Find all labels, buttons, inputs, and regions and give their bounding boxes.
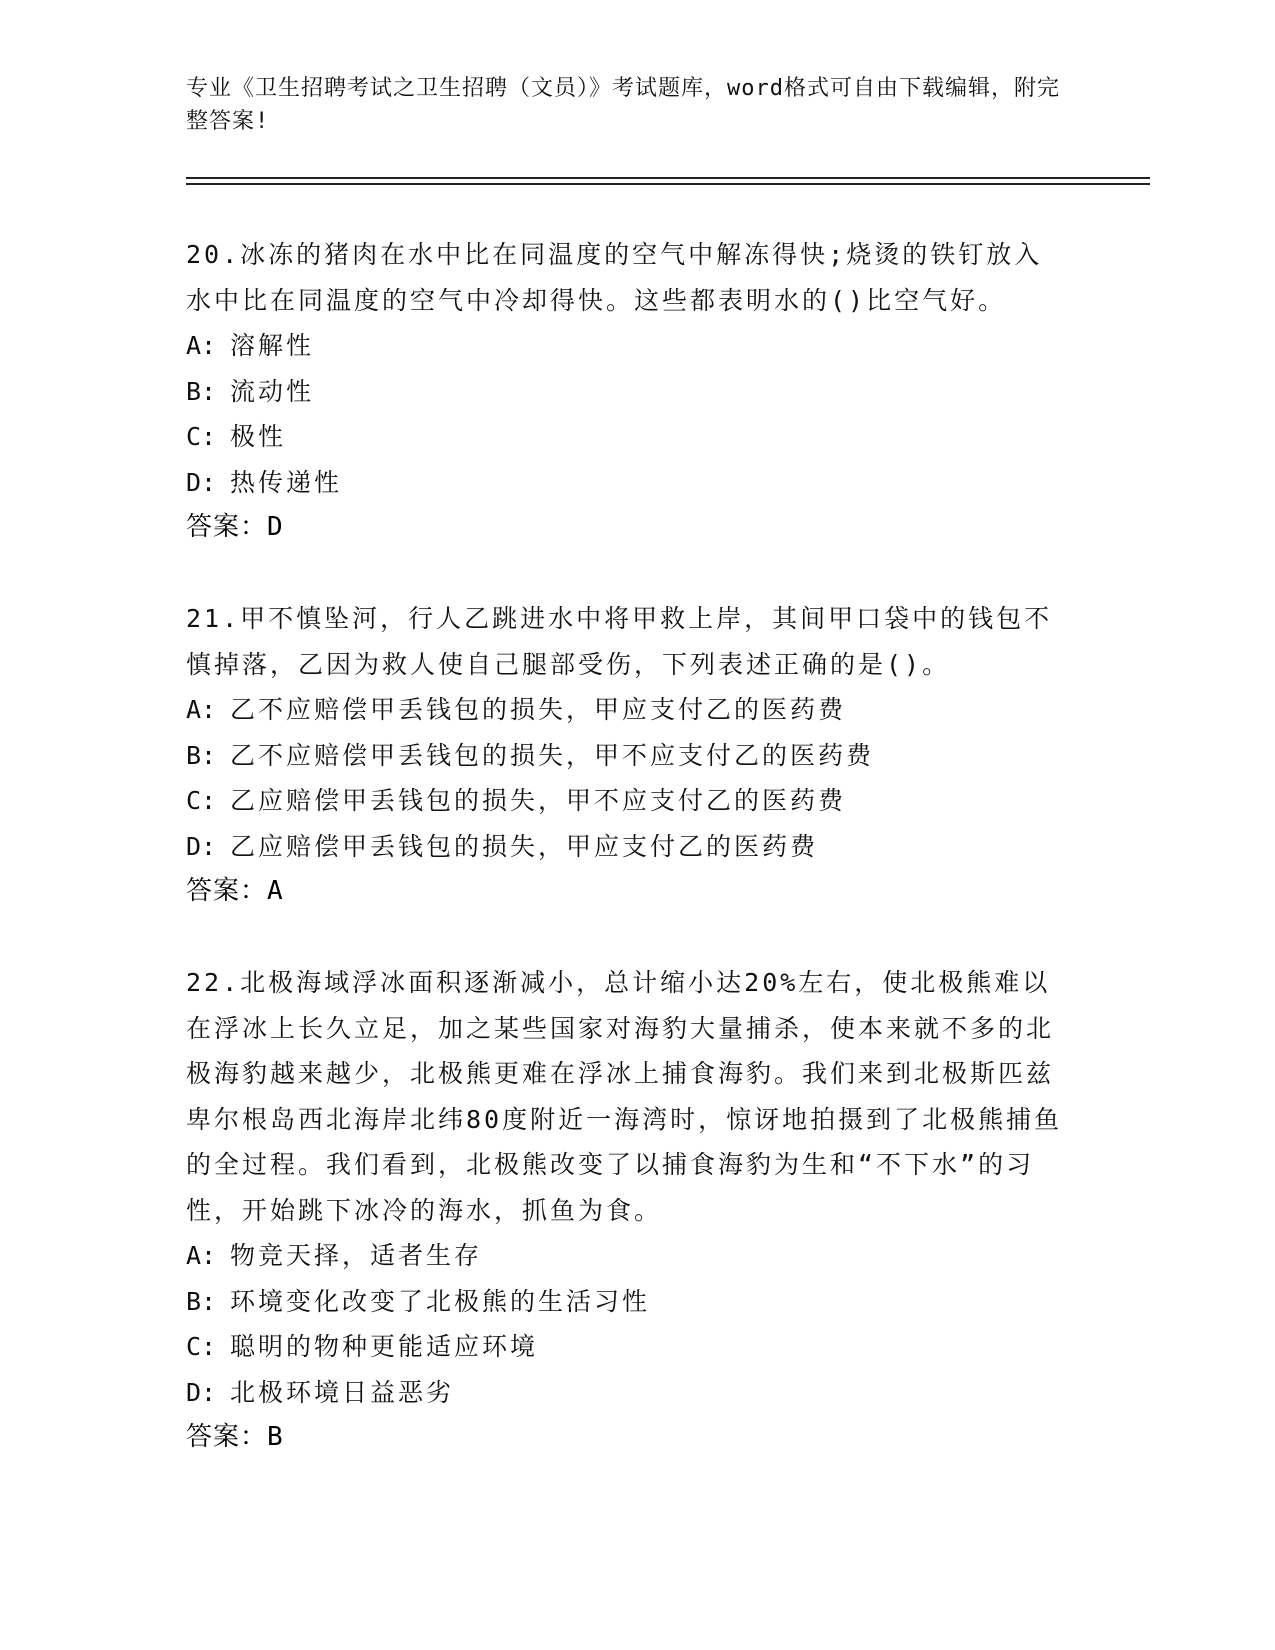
option-key: B: [186,740,217,770]
option-text: 流动性 [230,376,315,406]
option-d [186,460,1066,506]
option-text: 北极环境日益恶劣 [230,1377,455,1407]
answer-label: 答案： [186,1422,268,1452]
option-c [186,1324,1066,1370]
option-list [186,323,1066,505]
option-text: 乙不应赔偿甲丢钱包的损失，甲不应支付乙的医药费 [230,740,875,770]
answer-line [186,505,1066,551]
question-stem: 20.冰冻的猪肉在水中比在同温度的空气中解冻得快;烧烫的铁钉放入水中比在同温度的空气中冷却得快。这些都表明水的()比空气好。 [186,240,1043,315]
option-c [186,778,1066,824]
question-stem: 21.甲不慎坠河，行人乙跳进水中将甲救上岸，其间甲口袋中的钱包不慎掉落，乙因为救人使自己腿部受伤，下列表述正确的是()。 [186,604,1053,679]
option-a [186,687,1066,733]
answer-value: B [267,1422,284,1452]
answer-value: D [267,512,284,542]
option-c [186,414,1066,460]
answer-label: 答案： [186,512,268,542]
option-text: 乙应赔偿甲丢钱包的损失，甲应支付乙的医药费 [230,831,819,861]
header-divider-top [186,177,1150,179]
document-header: 专业《卫生招聘考试之卫生招聘（文员）》考试题库，word格式可自由下载编辑，附完整答案! [186,76,1060,134]
option-text: 乙不应赔偿甲丢钱包的损失，甲应支付乙的医药费 [230,695,847,724]
option-a [186,323,1066,369]
question-20 [186,232,1066,551]
option-b [186,1279,1066,1325]
option-text: 热传递性 [230,467,343,497]
option-key: A: [186,695,217,724]
option-text: 环境变化改变了北极熊的生活习性 [230,1286,651,1316]
option-d [186,1370,1066,1416]
option-text: 溶解性 [230,331,315,360]
answer-label: 答案： [186,876,268,906]
option-key: C: [186,786,217,815]
option-key: D: [186,831,217,861]
question-22 [186,960,1066,1461]
header-divider-bottom [186,183,1150,185]
option-key: D: [186,1377,217,1407]
option-d [186,824,1066,870]
option-text: 聪明的物种更能适应环境 [230,1332,539,1361]
answer-line [186,1415,1066,1461]
option-text: 乙应赔偿甲丢钱包的损失，甲不应支付乙的医药费 [230,786,847,815]
option-key: A: [186,1241,217,1270]
option-list [186,687,1066,869]
option-key: A: [186,331,217,360]
question-21 [186,596,1066,915]
option-text: 极性 [230,422,287,451]
question-stem: 22.北极海域浮冰面积逐渐减小，总计缩小达20%左右，使北极熊难以在浮冰上长久立足，加之某些国家对海豹大量捕杀，使本来就不多的北极海豹越来越少，北极熊更难在浮冰上捕食海豹。我们来到北极斯匹兹卑尔根岛西北海岸北纬80度附近一海湾时，惊讶地拍摄到了北极熊捕鱼的全过程。我们看到，北极熊改变了以捕食海豹为生和“不下水”的习性，开始跳下冰冷的海水，抓鱼为食。 [186,968,1063,1225]
option-text: 物竞天择，适者生存 [230,1241,483,1270]
option-key: C: [186,422,217,451]
option-key: B: [186,1286,217,1316]
option-b [186,369,1066,415]
option-a [186,1233,1066,1279]
option-key: D: [186,467,217,497]
option-list [186,1233,1066,1415]
answer-line [186,869,1066,915]
option-b [186,733,1066,779]
option-key: B: [186,376,217,406]
option-key: C: [186,1332,217,1361]
answer-value: A [267,876,284,906]
